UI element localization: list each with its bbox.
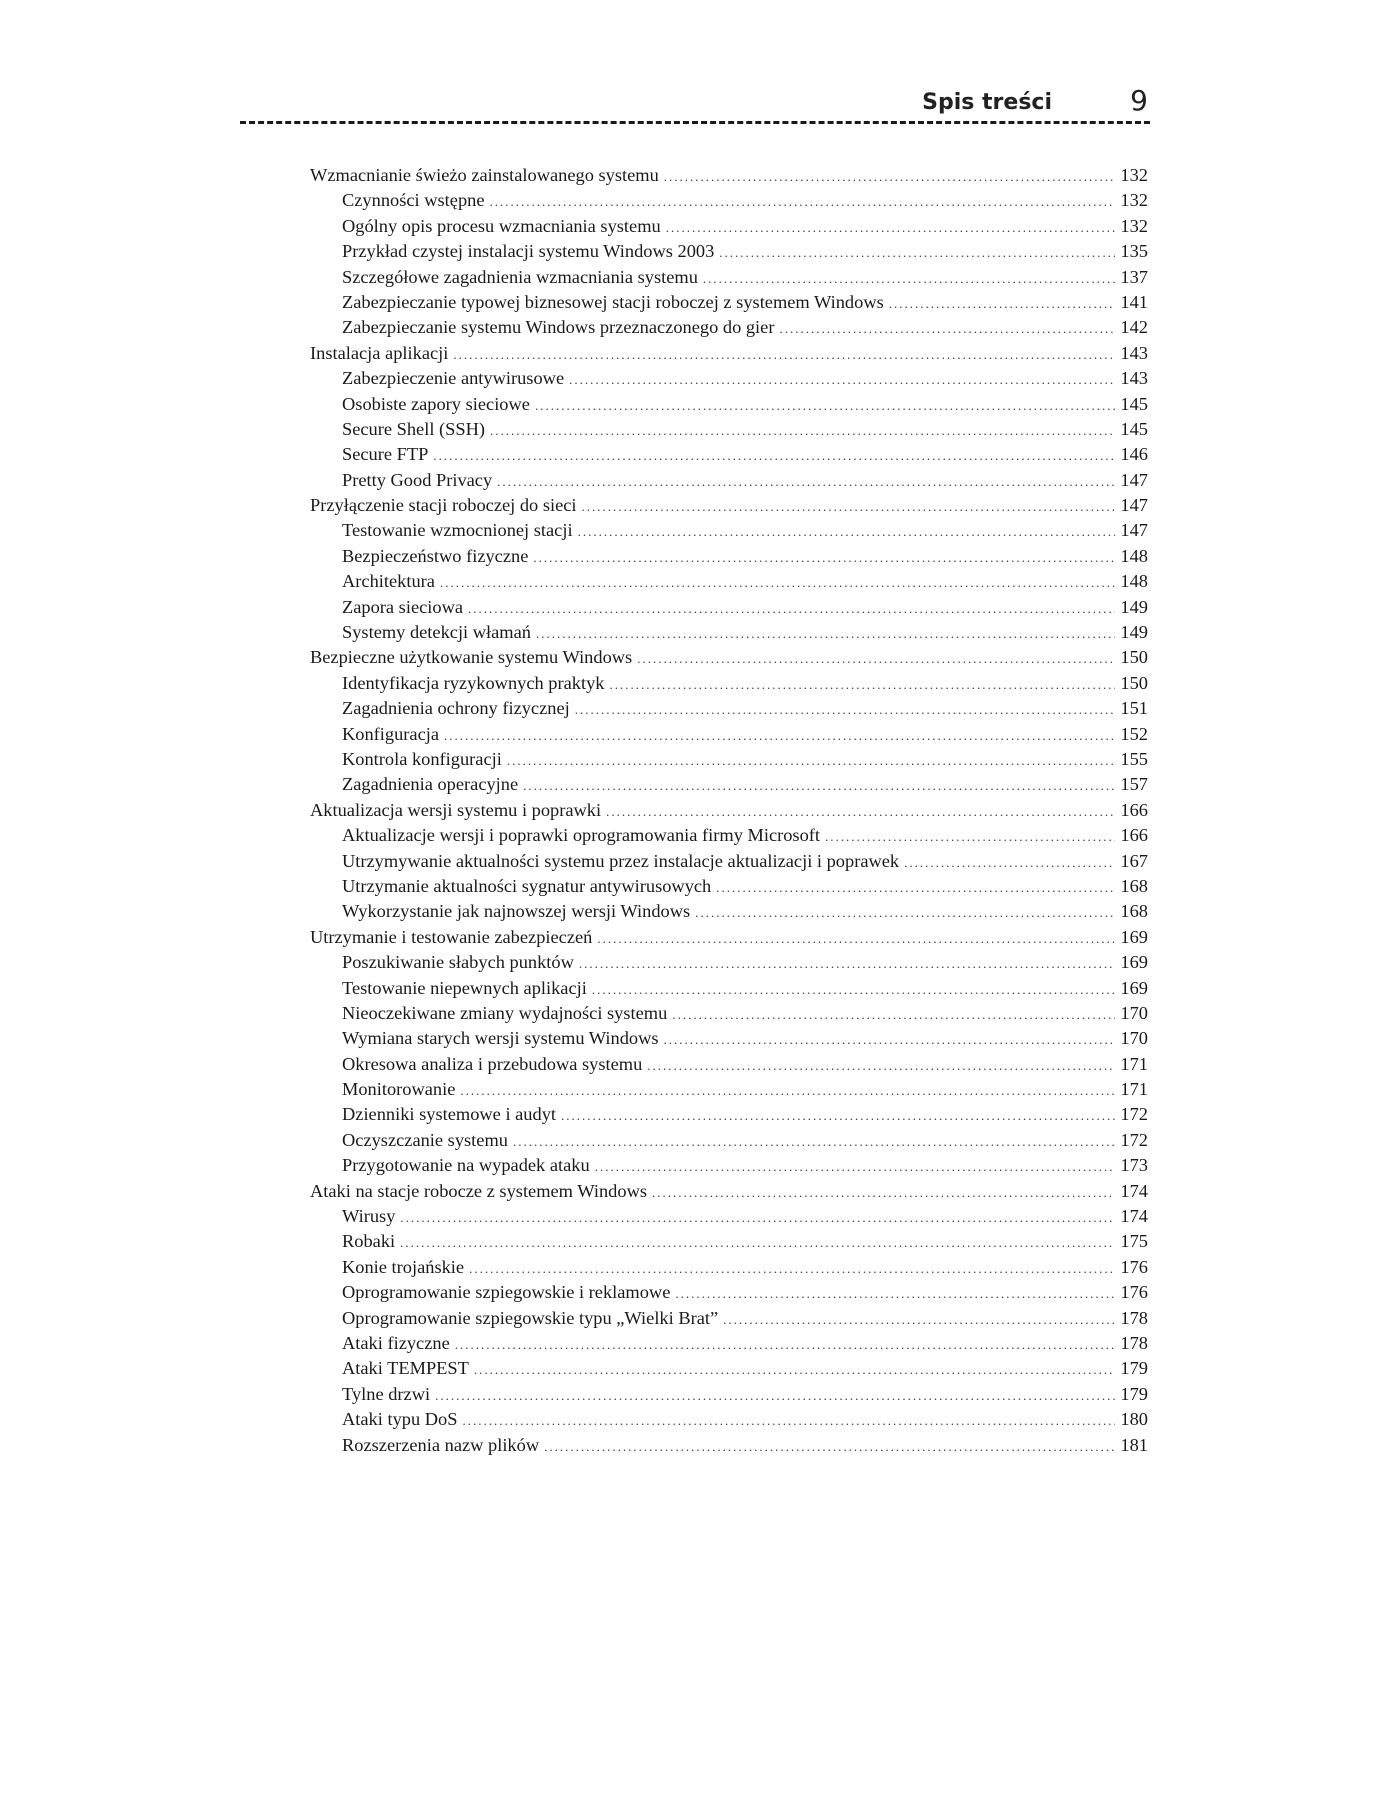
toc-dot-leader xyxy=(597,926,1115,951)
toc-dot-leader xyxy=(579,951,1115,976)
toc-subsection-entry xyxy=(310,1229,1148,1254)
toc-entry-title: Ataki TEMPEST xyxy=(342,1358,469,1379)
toc-entry-title: Utrzymanie aktualności sygnatur antywirusowych xyxy=(342,875,712,896)
header-rule xyxy=(240,121,1150,124)
toc-section-entry xyxy=(310,1179,1148,1204)
toc-subsection-entry xyxy=(310,1204,1148,1229)
toc-dot-leader xyxy=(507,748,1115,773)
toc-entry-page: 170 xyxy=(1120,1002,1148,1023)
toc-dot-leader xyxy=(675,1281,1115,1306)
toc-dot-leader xyxy=(497,469,1115,494)
toc-dot-leader xyxy=(523,773,1115,798)
toc-entry-page: 172 xyxy=(1120,1129,1148,1150)
toc-entry-page: 141 xyxy=(1120,291,1148,312)
toc-entry-page: 169 xyxy=(1120,952,1148,973)
toc-entry-page: 145 xyxy=(1120,418,1148,439)
toc-entry-page: 172 xyxy=(1120,1104,1148,1125)
toc-entry-page: 179 xyxy=(1120,1383,1148,1404)
toc-entry-title: Oprogramowanie szpiegowskie i reklamowe xyxy=(342,1282,671,1303)
toc-dot-leader xyxy=(468,596,1115,621)
toc-dot-leader xyxy=(400,1205,1115,1230)
toc-entry-page: 176 xyxy=(1120,1282,1148,1303)
toc-entry-title: Wirusy xyxy=(342,1206,396,1227)
toc-dot-leader xyxy=(469,1256,1115,1281)
toc-dot-leader xyxy=(779,316,1115,341)
toc-section-entry xyxy=(310,493,1148,518)
toc-entry-title: Instalacja aplikacji xyxy=(310,342,449,363)
toc-section-entry xyxy=(310,925,1148,950)
toc-entry-page: 168 xyxy=(1120,901,1148,922)
toc-entry-title: Zabezpieczenie antywirusowe xyxy=(342,368,565,389)
toc-subsection-entry xyxy=(310,188,1148,213)
toc-entry-page: 169 xyxy=(1120,926,1148,947)
page-header xyxy=(240,84,1150,124)
toc-subsection-entry xyxy=(310,722,1148,747)
toc-dot-leader xyxy=(719,240,1115,265)
toc-subsection-entry xyxy=(310,569,1148,594)
toc-entry-page: 146 xyxy=(1120,444,1148,465)
toc-subsection-entry xyxy=(310,468,1148,493)
toc-subsection-entry xyxy=(310,671,1148,696)
toc-subsection-entry xyxy=(310,772,1148,797)
toc-entry-page: 170 xyxy=(1120,1028,1148,1049)
toc-subsection-entry xyxy=(310,1382,1148,1407)
toc-dot-leader xyxy=(889,291,1115,316)
toc-entry-title: Szczegółowe zagadnienia wzmacniania systemu xyxy=(342,266,698,287)
toc-entry-title: Przykład czystej instalacji systemu Windows 2003 xyxy=(342,241,715,262)
toc-entry-title: Bezpieczeństwo fizyczne xyxy=(342,545,529,566)
toc-entry-title: Konfiguracja xyxy=(342,723,440,744)
toc-section-entry xyxy=(310,341,1148,366)
toc-subsection-entry xyxy=(310,366,1148,391)
toc-entry-title: Zapora sieciowa xyxy=(342,596,464,617)
toc-entry-title: Tylne drzwi xyxy=(342,1383,431,1404)
toc-entry-title: Monitorowanie xyxy=(342,1079,456,1100)
toc-subsection-entry xyxy=(310,1306,1148,1331)
toc-subsection-entry xyxy=(310,214,1148,239)
toc-dot-leader xyxy=(569,367,1115,392)
toc-subsection-entry xyxy=(310,392,1148,417)
toc-entry-page: 143 xyxy=(1120,368,1148,389)
toc-subsection-entry xyxy=(310,1026,1148,1051)
toc-entry-title: Rozszerzenia nazw plików xyxy=(342,1434,540,1455)
toc-entry-title: Wykorzystanie jak najnowszej wersji Windows xyxy=(342,901,691,922)
toc-entry-title: Architektura xyxy=(342,571,435,592)
toc-subsection-entry xyxy=(310,1255,1148,1280)
toc-dot-leader xyxy=(904,850,1115,875)
toc-dot-leader xyxy=(666,215,1115,240)
toc-subsection-entry xyxy=(310,823,1148,848)
toc-entry-page: 168 xyxy=(1120,875,1148,896)
toc-entry-title: Aktualizacja wersji systemu i poprawki xyxy=(310,799,602,820)
toc-entry-page: 143 xyxy=(1120,342,1148,363)
toc-dot-leader xyxy=(460,1078,1115,1103)
toc-entry-page: 166 xyxy=(1120,799,1148,820)
toc-subsection-entry xyxy=(310,1052,1148,1077)
toc-entry-title: Utrzymywanie aktualności systemu przez instalacje aktualizacji i poprawek xyxy=(342,850,900,871)
toc-entry-page: 150 xyxy=(1120,647,1148,668)
toc-subsection-entry xyxy=(310,544,1148,569)
toc-entry-page: 147 xyxy=(1120,469,1148,490)
toc-dot-leader xyxy=(695,900,1115,925)
toc-dot-leader xyxy=(444,723,1115,748)
toc-entry-title: Okresowa analiza i przebudowa systemu xyxy=(342,1053,643,1074)
toc-subsection-entry xyxy=(310,747,1148,772)
toc-entry-title: Ogólny opis procesu wzmacniania systemu xyxy=(342,215,661,236)
toc-entry-title: Ataki fizyczne xyxy=(342,1332,450,1353)
toc-entry-title: Zabezpieczanie typowej biznesowej stacji roboczej z systemem Windows xyxy=(342,291,884,312)
toc-dot-leader xyxy=(606,799,1115,824)
toc-entry-title: Systemy detekcji włamań xyxy=(342,622,531,643)
toc-entry-title: Oczyszczanie systemu xyxy=(342,1129,508,1150)
toc-dot-leader xyxy=(592,977,1115,1002)
toc-entry-page: 179 xyxy=(1120,1358,1148,1379)
toc-dot-leader xyxy=(433,443,1115,468)
toc-entry-title: Utrzymanie i testowanie zabezpieczeń xyxy=(310,926,593,947)
toc-dot-leader xyxy=(561,1103,1115,1128)
toc-subsection-entry xyxy=(310,1153,1148,1178)
toc-entry-page: 142 xyxy=(1120,317,1148,338)
toc-dot-leader xyxy=(723,1307,1115,1332)
toc-dot-leader xyxy=(453,342,1115,367)
table-of-contents xyxy=(310,163,1148,1458)
toc-entry-page: 148 xyxy=(1120,545,1148,566)
toc-entry-page: 166 xyxy=(1120,825,1148,846)
toc-subsection-entry xyxy=(310,265,1148,290)
toc-entry-page: 151 xyxy=(1120,698,1148,719)
toc-subsection-entry xyxy=(310,1001,1148,1026)
toc-subsection-entry xyxy=(310,976,1148,1001)
toc-entry-page: 169 xyxy=(1120,977,1148,998)
toc-subsection-entry xyxy=(310,518,1148,543)
toc-subsection-entry xyxy=(310,849,1148,874)
toc-entry-page: 174 xyxy=(1120,1206,1148,1227)
toc-entry-page: 178 xyxy=(1120,1332,1148,1353)
toc-entry-title: Pretty Good Privacy xyxy=(342,469,493,490)
toc-dot-leader xyxy=(637,646,1115,671)
toc-entry-title: Konie trojańskie xyxy=(342,1256,465,1277)
toc-entry-page: 176 xyxy=(1120,1256,1148,1277)
toc-entry-page: 175 xyxy=(1120,1231,1148,1252)
toc-dot-leader xyxy=(440,570,1115,595)
toc-subsection-entry xyxy=(310,1077,1148,1102)
toc-subsection-entry xyxy=(310,696,1148,721)
toc-entry-title: Secure Shell (SSH) xyxy=(342,418,486,439)
toc-entry-title: Przygotowanie na wypadek ataku xyxy=(342,1155,590,1176)
toc-dot-leader xyxy=(455,1332,1115,1357)
toc-entry-title: Poszukiwanie słabych punktów xyxy=(342,952,574,973)
toc-dot-leader xyxy=(575,697,1115,722)
toc-entry-title: Kontrola konfiguracji xyxy=(342,748,502,769)
toc-dot-leader xyxy=(462,1408,1115,1433)
toc-subsection-entry xyxy=(310,290,1148,315)
toc-entry-page: 137 xyxy=(1120,266,1148,287)
toc-entry-page: 152 xyxy=(1120,723,1148,744)
page-number: 9 xyxy=(1130,84,1148,117)
toc-entry-page: 149 xyxy=(1120,596,1148,617)
toc-subsection-entry xyxy=(310,315,1148,340)
toc-subsection-entry xyxy=(310,950,1148,975)
toc-entry-title: Osobiste zapory sieciowe xyxy=(342,393,530,414)
running-header-title: Spis treści xyxy=(922,90,1052,115)
toc-entry-page: 147 xyxy=(1120,520,1148,541)
toc-entry-title: Zagadnienia operacyjne xyxy=(342,774,519,795)
toc-dot-leader xyxy=(400,1230,1115,1255)
toc-entry-title: Wzmacnianie świeżo zainstalowanego systemu xyxy=(310,165,659,185)
toc-subsection-entry xyxy=(310,1280,1148,1305)
toc-subsection-entry xyxy=(310,1407,1148,1432)
toc-entry-page: 171 xyxy=(1120,1053,1148,1074)
toc-dot-leader xyxy=(490,418,1115,443)
toc-dot-leader xyxy=(533,545,1115,570)
toc-dot-leader xyxy=(647,1053,1115,1078)
toc-entry-page: 150 xyxy=(1120,672,1148,693)
toc-entry-title: Identyfikacja ryzykownych praktyk xyxy=(342,672,605,693)
toc-dot-leader xyxy=(664,164,1115,189)
toc-subsection-entry xyxy=(310,442,1148,467)
toc-dot-leader xyxy=(609,672,1115,697)
toc-subsection-entry xyxy=(310,1128,1148,1153)
toc-entry-title: Robaki xyxy=(342,1231,396,1252)
toc-entry-title: Ataki typu DoS xyxy=(342,1409,458,1430)
toc-subsection-entry xyxy=(310,1356,1148,1381)
toc-subsection-entry xyxy=(310,1331,1148,1356)
toc-entry-title: Nieoczekiwane zmiany wydajności systemu xyxy=(342,1002,668,1023)
toc-entry-title: Testowanie niepewnych aplikacji xyxy=(342,977,587,998)
toc-dot-leader xyxy=(703,266,1115,291)
toc-entry-page: 149 xyxy=(1120,622,1148,643)
toc-entry-title: Dzienniki systemowe i audyt xyxy=(342,1104,557,1125)
toc-entry-title: Oprogramowanie szpiegowskie typu „Wielki Brat” xyxy=(342,1307,719,1328)
toc-dot-leader xyxy=(595,1154,1115,1179)
toc-dot-leader xyxy=(716,875,1115,900)
toc-dot-leader xyxy=(582,494,1115,519)
toc-subsection-entry xyxy=(310,1433,1148,1458)
toc-entry-title: Testowanie wzmocnionej stacji xyxy=(342,520,573,541)
toc-section-entry xyxy=(310,163,1148,188)
toc-entry-title: Aktualizacje wersji i poprawki oprogramowania firmy Microsoft xyxy=(342,825,821,846)
toc-entry-page: 132 xyxy=(1120,165,1148,185)
toc-entry-page: 171 xyxy=(1120,1079,1148,1100)
toc-subsection-entry xyxy=(310,874,1148,899)
toc-entry-title: Ataki na stacje robocze z systemem Windows xyxy=(310,1180,648,1201)
toc-entry-page: 147 xyxy=(1120,495,1148,516)
toc-dot-leader xyxy=(664,1027,1115,1052)
toc-section-entry xyxy=(310,798,1148,823)
toc-subsection-entry xyxy=(310,239,1148,264)
toc-subsection-entry xyxy=(310,1102,1148,1127)
toc-dot-leader xyxy=(536,621,1115,646)
toc-dot-leader xyxy=(672,1002,1115,1027)
toc-entry-page: 148 xyxy=(1120,571,1148,592)
toc-dot-leader xyxy=(544,1434,1115,1459)
toc-subsection-entry xyxy=(310,417,1148,442)
toc-entry-page: 145 xyxy=(1120,393,1148,414)
toc-dot-leader xyxy=(435,1383,1115,1408)
toc-entry-page: 181 xyxy=(1120,1434,1148,1455)
toc-subsection-entry xyxy=(310,595,1148,620)
toc-entry-page: 167 xyxy=(1120,850,1148,871)
toc-dot-leader xyxy=(578,519,1115,544)
toc-entry-page: 132 xyxy=(1120,190,1148,211)
toc-subsection-entry xyxy=(310,620,1148,645)
toc-subsection-entry xyxy=(310,899,1148,924)
toc-entry-title: Czynności wstępne xyxy=(342,190,485,211)
toc-entry-title: Zabezpieczanie systemu Windows przeznaczonego do gier xyxy=(342,317,775,338)
toc-dot-leader xyxy=(513,1129,1115,1154)
toc-entry-page: 135 xyxy=(1120,241,1148,262)
toc-entry-page: 178 xyxy=(1120,1307,1148,1328)
toc-entry-page: 157 xyxy=(1120,774,1148,795)
toc-dot-leader xyxy=(490,189,1115,214)
toc-entry-page: 132 xyxy=(1120,215,1148,236)
toc-entry-page: 173 xyxy=(1120,1155,1148,1176)
toc-dot-leader xyxy=(474,1357,1115,1382)
toc-entry-page: 155 xyxy=(1120,748,1148,769)
toc-entry-page: 180 xyxy=(1120,1409,1148,1430)
toc-dot-leader xyxy=(652,1180,1115,1205)
toc-entry-title: Przyłączenie stacji roboczej do sieci xyxy=(310,495,577,516)
toc-entry-title: Wymiana starych wersji systemu Windows xyxy=(342,1028,659,1049)
toc-entry-title: Bezpieczne użytkowanie systemu Windows xyxy=(310,647,633,668)
toc-entry-title: Secure FTP xyxy=(342,444,429,465)
toc-entry-title: Zagadnienia ochrony fizycznej xyxy=(342,698,570,719)
toc-entry-page: 174 xyxy=(1120,1180,1148,1201)
toc-dot-leader xyxy=(535,393,1115,418)
toc-section-entry xyxy=(310,645,1148,670)
toc-dot-leader xyxy=(825,824,1115,849)
